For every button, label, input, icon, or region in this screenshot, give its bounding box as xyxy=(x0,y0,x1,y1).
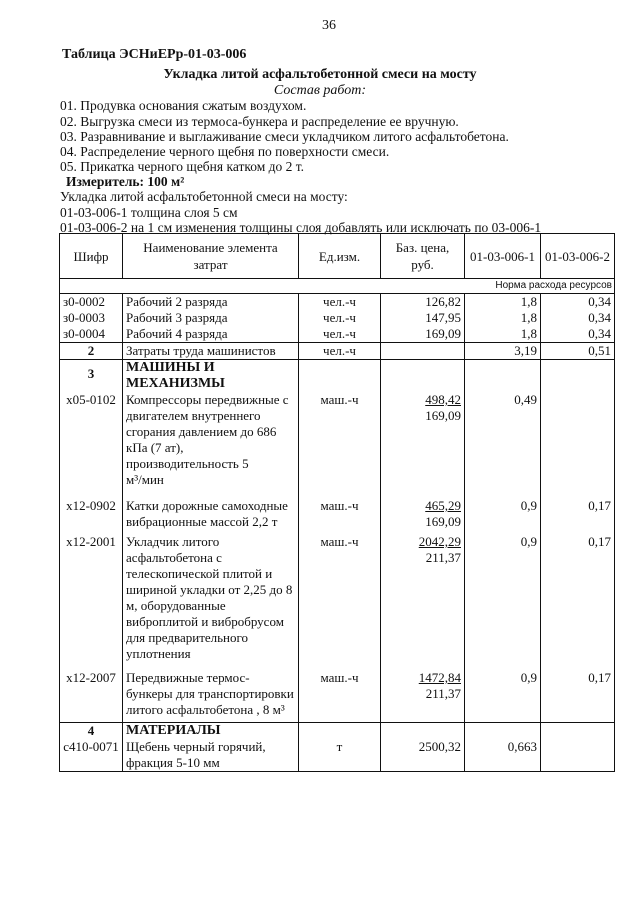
row-value-1: 0,49 xyxy=(465,392,541,488)
row-price: 1472,84 xyxy=(418,670,461,685)
row-price: 2042,29 xyxy=(418,534,461,549)
norm-row xyxy=(60,279,615,294)
row-code: з0-0003 xyxy=(60,310,123,326)
row-name-tail: м³/мин xyxy=(126,472,164,487)
row-unit: маш.-ч xyxy=(299,392,381,488)
row-value-1: 3,19 xyxy=(465,343,541,360)
row-price-sub: 169,09 xyxy=(425,408,461,423)
operation-item: 04. Распределение черного щебня по поверхности смеси. xyxy=(60,144,390,159)
row-price-cell xyxy=(381,392,465,488)
row-value-2: 0,51 xyxy=(541,343,615,360)
row-name: Щебень черный горячий, фракция 5-10 мм xyxy=(123,739,299,772)
row-price xyxy=(381,343,465,360)
measure-unit: Измеритель: 100 м² xyxy=(66,174,185,189)
row-code: х12-2007 xyxy=(60,670,123,718)
section-title: МАШИНЫ И МЕХАНИЗМЫ xyxy=(123,360,299,393)
row-name: Рабочий 2 разряда xyxy=(123,294,299,311)
row-value-2: 0,34 xyxy=(541,294,615,311)
row-price: 169,09 xyxy=(381,326,465,343)
header-price: Баз. цена, руб. xyxy=(381,234,465,279)
row-value-1: 1,8 xyxy=(465,326,541,343)
row-name: Передвижные термос-бункеры для транспортировки литого асфальтобетона , 8 м³ xyxy=(123,670,299,718)
row-value-2 xyxy=(541,392,615,488)
composition-title: Состав работ: xyxy=(273,83,367,98)
row-price-sub: 211,37 xyxy=(425,686,461,701)
page-number: 36 xyxy=(322,18,336,33)
row-price-sub: 211,37 xyxy=(425,550,461,565)
table-row xyxy=(60,534,615,662)
row-price: 498,42 xyxy=(425,392,461,407)
header-code: Шифр xyxy=(60,234,123,279)
operation-item: 03. Разравнивание и выглаживание смеси укладчиком литого асфальтобетона. xyxy=(60,129,509,144)
row-price: 465,29 xyxy=(425,498,461,513)
row-unit: т xyxy=(299,739,381,772)
description-line: 01-03-006-2 на 1 см изменения толщины слоя добавлять или исключать по 03-006-1 xyxy=(60,220,542,235)
row-price-cell xyxy=(381,498,465,530)
row-unit: чел.-ч xyxy=(299,326,381,343)
row-unit: чел.-ч xyxy=(299,294,381,311)
header-col2: 01-03-006-2 xyxy=(541,234,615,279)
row-price: 2500,32 xyxy=(381,739,465,772)
row-value-1: 1,8 xyxy=(465,310,541,326)
row-value-1: 0,9 xyxy=(465,670,541,718)
row-name: Затраты труда машинистов xyxy=(123,343,299,360)
row-code: х12-0902 xyxy=(60,498,123,530)
row-unit: чел.-ч xyxy=(299,310,381,326)
table-row xyxy=(60,670,615,718)
resource-table xyxy=(59,233,615,772)
row-code: 2 xyxy=(60,343,123,360)
header-col1: 01-03-006-1 xyxy=(465,234,541,279)
row-value-2: 0,34 xyxy=(541,326,615,343)
row-price: 126,82 xyxy=(381,294,465,311)
row-code: з0-0004 xyxy=(60,326,123,343)
row-value-1: 0,663 xyxy=(465,739,541,772)
table-row xyxy=(60,392,615,488)
operation-item: 01. Продувка основания сжатым воздухом. xyxy=(60,98,307,113)
row-code: х05-0102 xyxy=(60,392,123,488)
row-name: Рабочий 3 разряда xyxy=(123,310,299,326)
section-code: 4 xyxy=(60,723,123,740)
row-value-1: 0,9 xyxy=(465,498,541,530)
row-value-2: 0,17 xyxy=(541,670,615,718)
table-header-row xyxy=(60,234,615,279)
header-unit: Ед.изм. xyxy=(299,234,381,279)
table-row xyxy=(60,343,615,360)
description-line: 01-03-006-1 толщина слоя 5 см xyxy=(60,205,238,220)
row-name: Рабочий 4 разряда xyxy=(123,326,299,343)
row-price-sub: 169,09 xyxy=(425,514,461,529)
row-price: 147,95 xyxy=(381,310,465,326)
section-row xyxy=(60,723,615,740)
row-unit: маш.-ч xyxy=(299,670,381,718)
norm-label: Норма расхода ресурсов xyxy=(60,279,615,294)
description-line: Укладка литой асфальтобетонной смеси на мосту: xyxy=(60,189,348,204)
table-row xyxy=(60,739,615,772)
row-name: Катки дорожные самоходные вибрационные массой 2,2 т xyxy=(123,498,299,530)
header-name: Наименование элемента затрат xyxy=(123,234,299,279)
operation-item: 02. Выгрузка смеси из термоса-бункера и распределение ее вручную. xyxy=(60,114,459,129)
row-price-cell xyxy=(381,534,465,662)
row-value-1: 0,9 xyxy=(465,534,541,662)
row-name-text: Компрессоры передвижные с двигателем внутреннего сгорания давлением до 686 кПа (7 ат), производительность 5 xyxy=(126,392,289,471)
table-row xyxy=(60,326,615,343)
section-code: 3 xyxy=(60,360,123,393)
row-value-2 xyxy=(541,739,615,772)
row-value-2: 0,17 xyxy=(541,534,615,662)
row-code: с410-0071 xyxy=(60,739,123,772)
row-value-2: 0,17 xyxy=(541,498,615,530)
table-row xyxy=(60,310,615,326)
row-name: Укладчик литого асфальтобетона с телескопической плитой и шириной укладки от 2,25 до 8 м, оборудованные виброплитой и вибробрусом для предварительного уплотнения xyxy=(123,534,299,662)
section-row xyxy=(60,360,615,393)
row-unit: чел.-ч xyxy=(299,343,381,360)
table-title: Таблица ЭСНиЕРр-01-03-006 xyxy=(62,47,247,62)
row-value-2: 0,34 xyxy=(541,310,615,326)
row-unit: маш.-ч xyxy=(299,534,381,662)
table-row xyxy=(60,498,615,530)
table-row xyxy=(60,294,615,311)
row-value-1: 1,8 xyxy=(465,294,541,311)
section-title: МАТЕРИАЛЫ xyxy=(123,723,299,740)
row-name xyxy=(123,392,299,488)
table-subtitle: Укладка литой асфальтобетонной смеси на мосту xyxy=(163,67,477,82)
operation-item: 05. Прикатка черного щебня катком до 2 т. xyxy=(60,159,305,174)
row-unit: маш.-ч xyxy=(299,498,381,530)
row-code: з0-0002 xyxy=(60,294,123,311)
row-price-cell xyxy=(381,670,465,718)
row-code: х12-2001 xyxy=(60,534,123,662)
